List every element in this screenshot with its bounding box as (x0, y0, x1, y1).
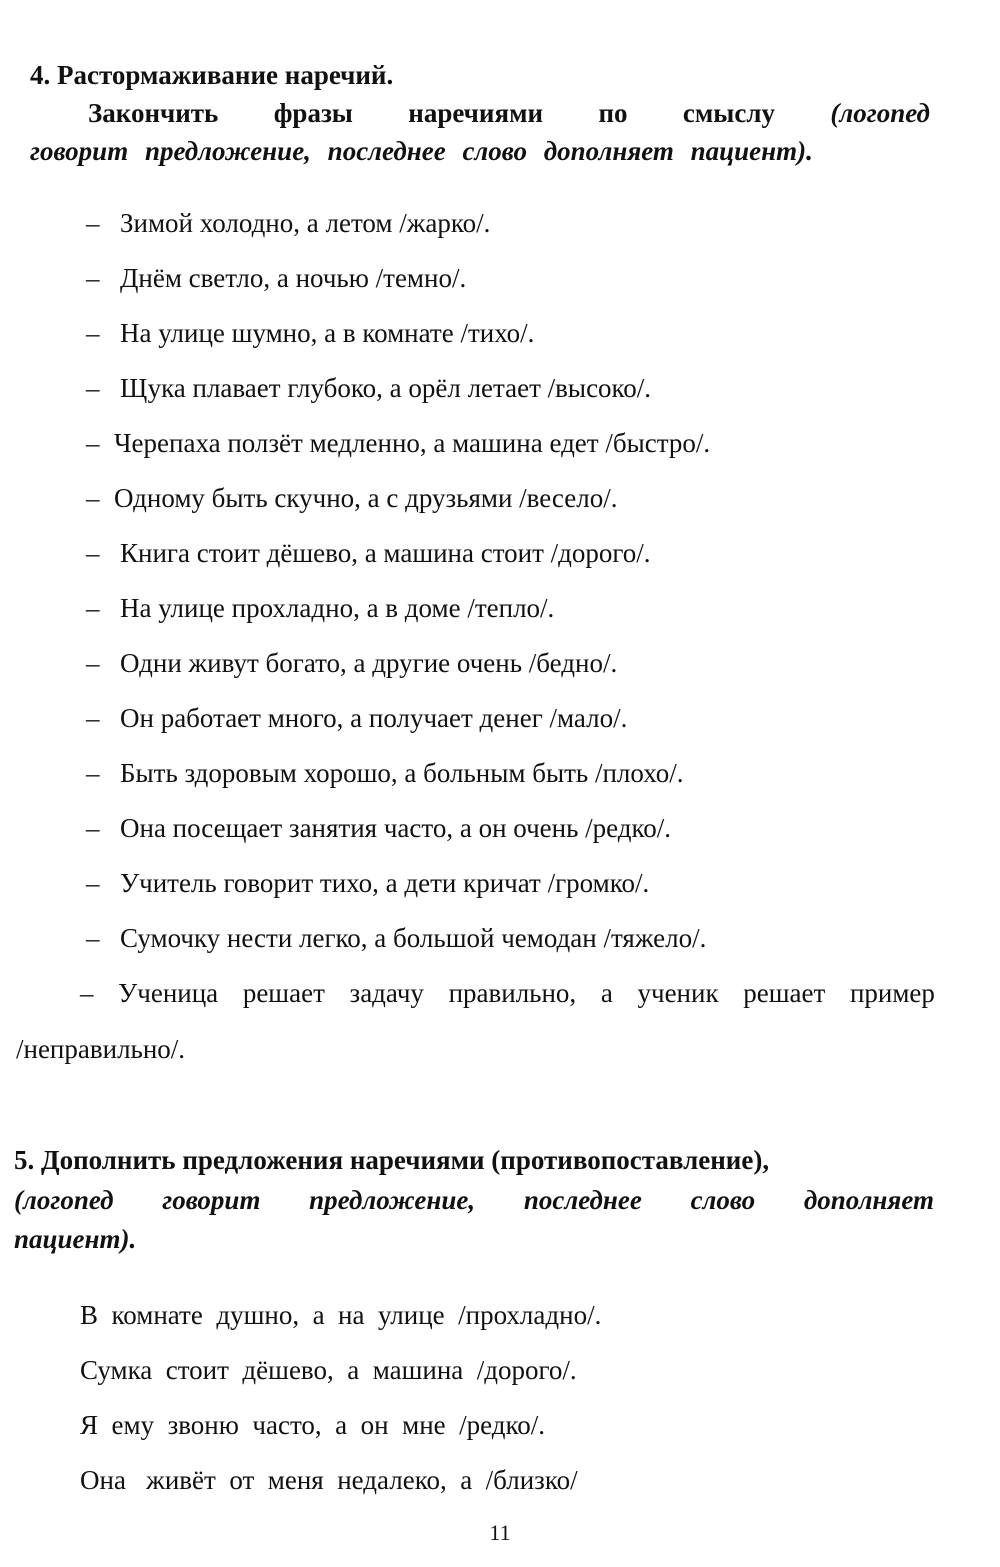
list-item-word: Ученица (118, 978, 219, 1008)
instruction-word: (логопед (14, 1185, 114, 1215)
dash: – (86, 428, 100, 458)
section-5-instruction-line-1 (14, 1183, 934, 1217)
list-item-text: Учитель говорит тихо, а дети кричат /громко/. (120, 868, 650, 898)
list-item-text: Книга стоит дёшево, а машина стоит /дорого/. (120, 538, 651, 568)
dash: – (86, 758, 100, 788)
list-item (86, 206, 490, 240)
instruction-word: последнее (523, 1185, 642, 1215)
dash: – (86, 703, 100, 733)
list-item (86, 811, 671, 845)
list-item-word: решает (242, 978, 325, 1008)
dash: – (86, 648, 100, 678)
list-item (86, 316, 534, 350)
dash: – (86, 813, 100, 843)
dash: – (86, 373, 100, 403)
instruction-word: Закончить (88, 98, 219, 128)
instruction-word: слово (690, 1185, 756, 1215)
instruction-word: предложение, (309, 1185, 476, 1215)
list-item (86, 481, 617, 515)
list-item-text: Сумочку нести легко, а большой чемодан /тяжело/. (120, 923, 707, 953)
list-item-text: Щука плавает глубоко, а орёл летает /высоко/. (120, 373, 652, 403)
list-item-text: Днём светло, а ночью /темно/. (120, 263, 467, 293)
list-item: Я ему звоню часто, а он мне /редко/. (80, 1410, 545, 1440)
list-item-last-line-2: /неправильно/. (16, 1034, 186, 1064)
dash: – (86, 593, 100, 623)
dash: – (86, 868, 100, 898)
list-item (86, 261, 466, 295)
dash: – (86, 538, 100, 568)
list-item (86, 921, 706, 955)
list-item-last-line-1 (80, 976, 935, 1010)
dash: – (80, 978, 94, 1008)
dash: – (86, 318, 100, 348)
section-4-instruction-line-1 (88, 96, 930, 130)
dash: – (86, 263, 100, 293)
list-item (86, 591, 554, 625)
dash: – (86, 483, 100, 513)
instruction-word: по (598, 98, 628, 128)
list-item-word: правильно, (448, 978, 577, 1008)
list-item-text: На улице прохладно, а в доме /тепло/. (120, 593, 555, 623)
list-item-text: Одни живут богато, а другие очень /бедно/. (120, 648, 618, 678)
list-item-word: решает (743, 978, 826, 1008)
list-item-word: пример (849, 978, 935, 1008)
list-item (86, 371, 651, 405)
list-item-word: задачу (349, 978, 424, 1008)
instruction-word: смыслу (682, 98, 775, 128)
list-item-text: Быть здоровым хорошо, а больным быть /плохо/. (120, 758, 684, 788)
section-4-title: 4. Растормаживание наречий. (30, 60, 394, 90)
list-item-text: Одному быть скучно, а с друзьями /весело/. (114, 483, 618, 513)
list-item: Сумка стоит дёшево, а машина /дорого/. (80, 1355, 577, 1385)
list-item (86, 701, 627, 735)
section-5-instruction-line-2: пациент). (14, 1224, 137, 1254)
instruction-word: говорит (162, 1185, 261, 1215)
list-item: В комнате душно, а на улице /прохладно/. (80, 1300, 602, 1330)
list-item-text: На улице шумно, а в комнате /тихо/. (120, 318, 535, 348)
list-item-word: ученик (637, 978, 719, 1008)
list-item (86, 866, 649, 900)
instruction-word: фразы (273, 98, 353, 128)
list-item (86, 426, 710, 460)
list-item-text: Она посещает занятия часто, а он очень /редко/. (120, 813, 672, 843)
list-item-text: Черепаха ползёт медленно, а машина едет /быстро/. (114, 428, 711, 458)
list-item-word: а (600, 978, 613, 1008)
list-item (86, 536, 651, 570)
instruction-word-italic: (логопед (830, 98, 930, 128)
list-item (86, 756, 683, 790)
dash: – (86, 208, 100, 238)
instruction-word: дополняет (803, 1185, 934, 1215)
section-4-instruction-line-2: говорит предложение, последнее слово дополняет пациент). (30, 136, 813, 166)
section-5-title: 5. Дополнить предложения наречиями (противопоставление), (14, 1145, 770, 1175)
dash: – (86, 923, 100, 953)
list-item: Она живёт от меня недалеко, а /близко/ (80, 1465, 578, 1495)
instruction-word: наречиями (408, 98, 544, 128)
list-item (86, 646, 617, 680)
list-item-text: Он работает много, а получает денег /мало/. (120, 703, 628, 733)
list-item-text: Зимой холодно, а летом /жарко/. (120, 208, 491, 238)
page-number: 11 (489, 1520, 511, 1545)
